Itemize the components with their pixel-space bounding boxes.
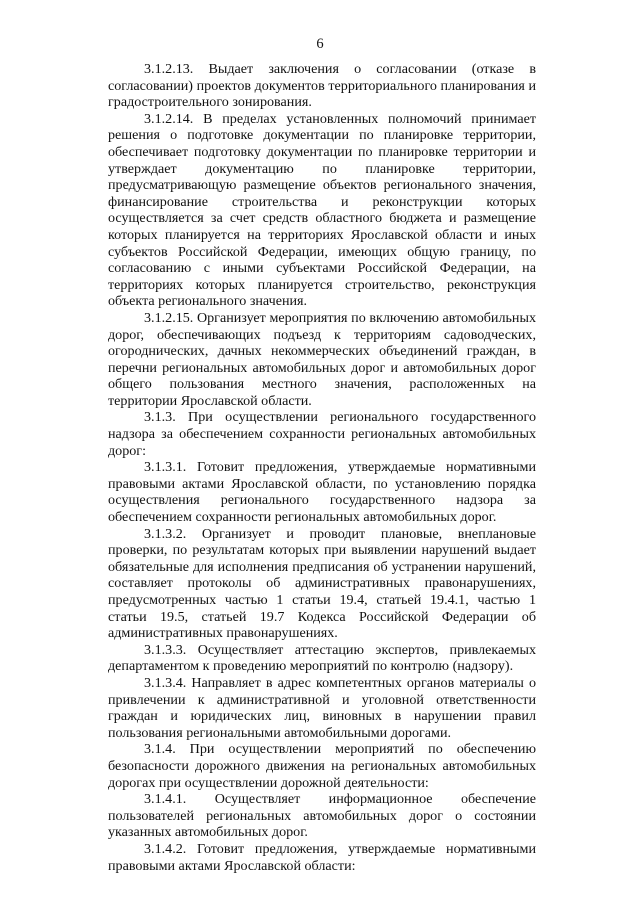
paragraph-3-1-2-13: 3.1.2.13. Выдает заключения о согласовании (отказе в согласовании) проектов документов территориального планирования и градостроительного зонирования.	[108, 61, 536, 111]
paragraph-3-1-3: 3.1.3. При осуществлении регионального государственного надзора за обеспечением сохранности региональных автомобильных дорог:	[108, 409, 536, 459]
paragraph-3-1-4-2: 3.1.4.2. Готовит предложения, утверждаемые нормативными правовыми актами Ярославской области:	[108, 840, 536, 874]
paragraph-3-1-3-2: 3.1.3.2. Организует и проводит плановые, внеплановые проверки, по результатам которых при выявлении нарушений выдает обязательные для исполнения предписания об устранении нарушений, составляет протоколы об административных правонарушениях, предусмотренных частью 1 статьи 19.4, статьей 19.4.1, частью 1 статьи 19.5, статьей 19.7 Кодекса Российской Федерации об административных правонарушениях.	[108, 525, 536, 642]
paragraph-3-1-2-14: 3.1.2.14. В пределах установленных полномочий принимает решения о подготовке документации по планировке территории, обеспечивает подготовку документации по планировке территории и утверждает документацию по планировке территории, предусматривающую размещение объектов регионального значения, финансирование строительства и реконструкции которых осуществляется за счет средств областного бюджета и размещение которых планируется на территориях Ярославской области и иных субъектов Российской Федерации, имеющих общую границу, по согласованию с иными субъектами Российской Федерации, на территориях которых планируется строительство, реконструкция объекта регионального значения.	[108, 110, 536, 310]
document-body	[108, 61, 536, 874]
page-number: 6	[316, 36, 324, 52]
paragraph-3-1-3-1: 3.1.3.1. Готовит предложения, утверждаемые нормативными правовыми актами Ярославской области, по установлению порядка осуществления регионального государственного надзора за обеспечением сохранности региональных автомобильных дорог.	[108, 459, 536, 526]
paragraph-3-1-3-3: 3.1.3.3. Осуществляет аттестацию экспертов, привлекаемых департаментом к проведению мероприятий по контролю (надзору).	[108, 641, 536, 675]
paragraph-3-1-4: 3.1.4. При осуществлении мероприятий по обеспечению безопасности дорожного движения на региональных автомобильных дорогах при осуществлении дорожной деятельности:	[108, 741, 536, 791]
paragraph-3-1-3-4: 3.1.3.4. Направляет в адрес компетентных органов материалы о привлечении к административной и уголовной ответственности граждан и юридических лиц, виновных в нарушении правил пользования региональными автомобильными дорогами.	[108, 674, 536, 741]
paragraph-3-1-4-1: 3.1.4.1. Осуществляет информационное обеспечение пользователей региональных автомобильных дорог о состоянии указанных автомобильных дорог.	[108, 791, 536, 841]
paragraph-3-1-2-15: 3.1.2.15. Организует мероприятия по включению автомобильных дорог, обеспечивающих подъезд к территориям садоводческих, огороднических, дачных некоммерческих объединений граждан, в перечни региональных автомобильных дорог и автомобильных дорог общего пользования местного значения, расположенных на территории Ярославской области.	[108, 309, 536, 409]
